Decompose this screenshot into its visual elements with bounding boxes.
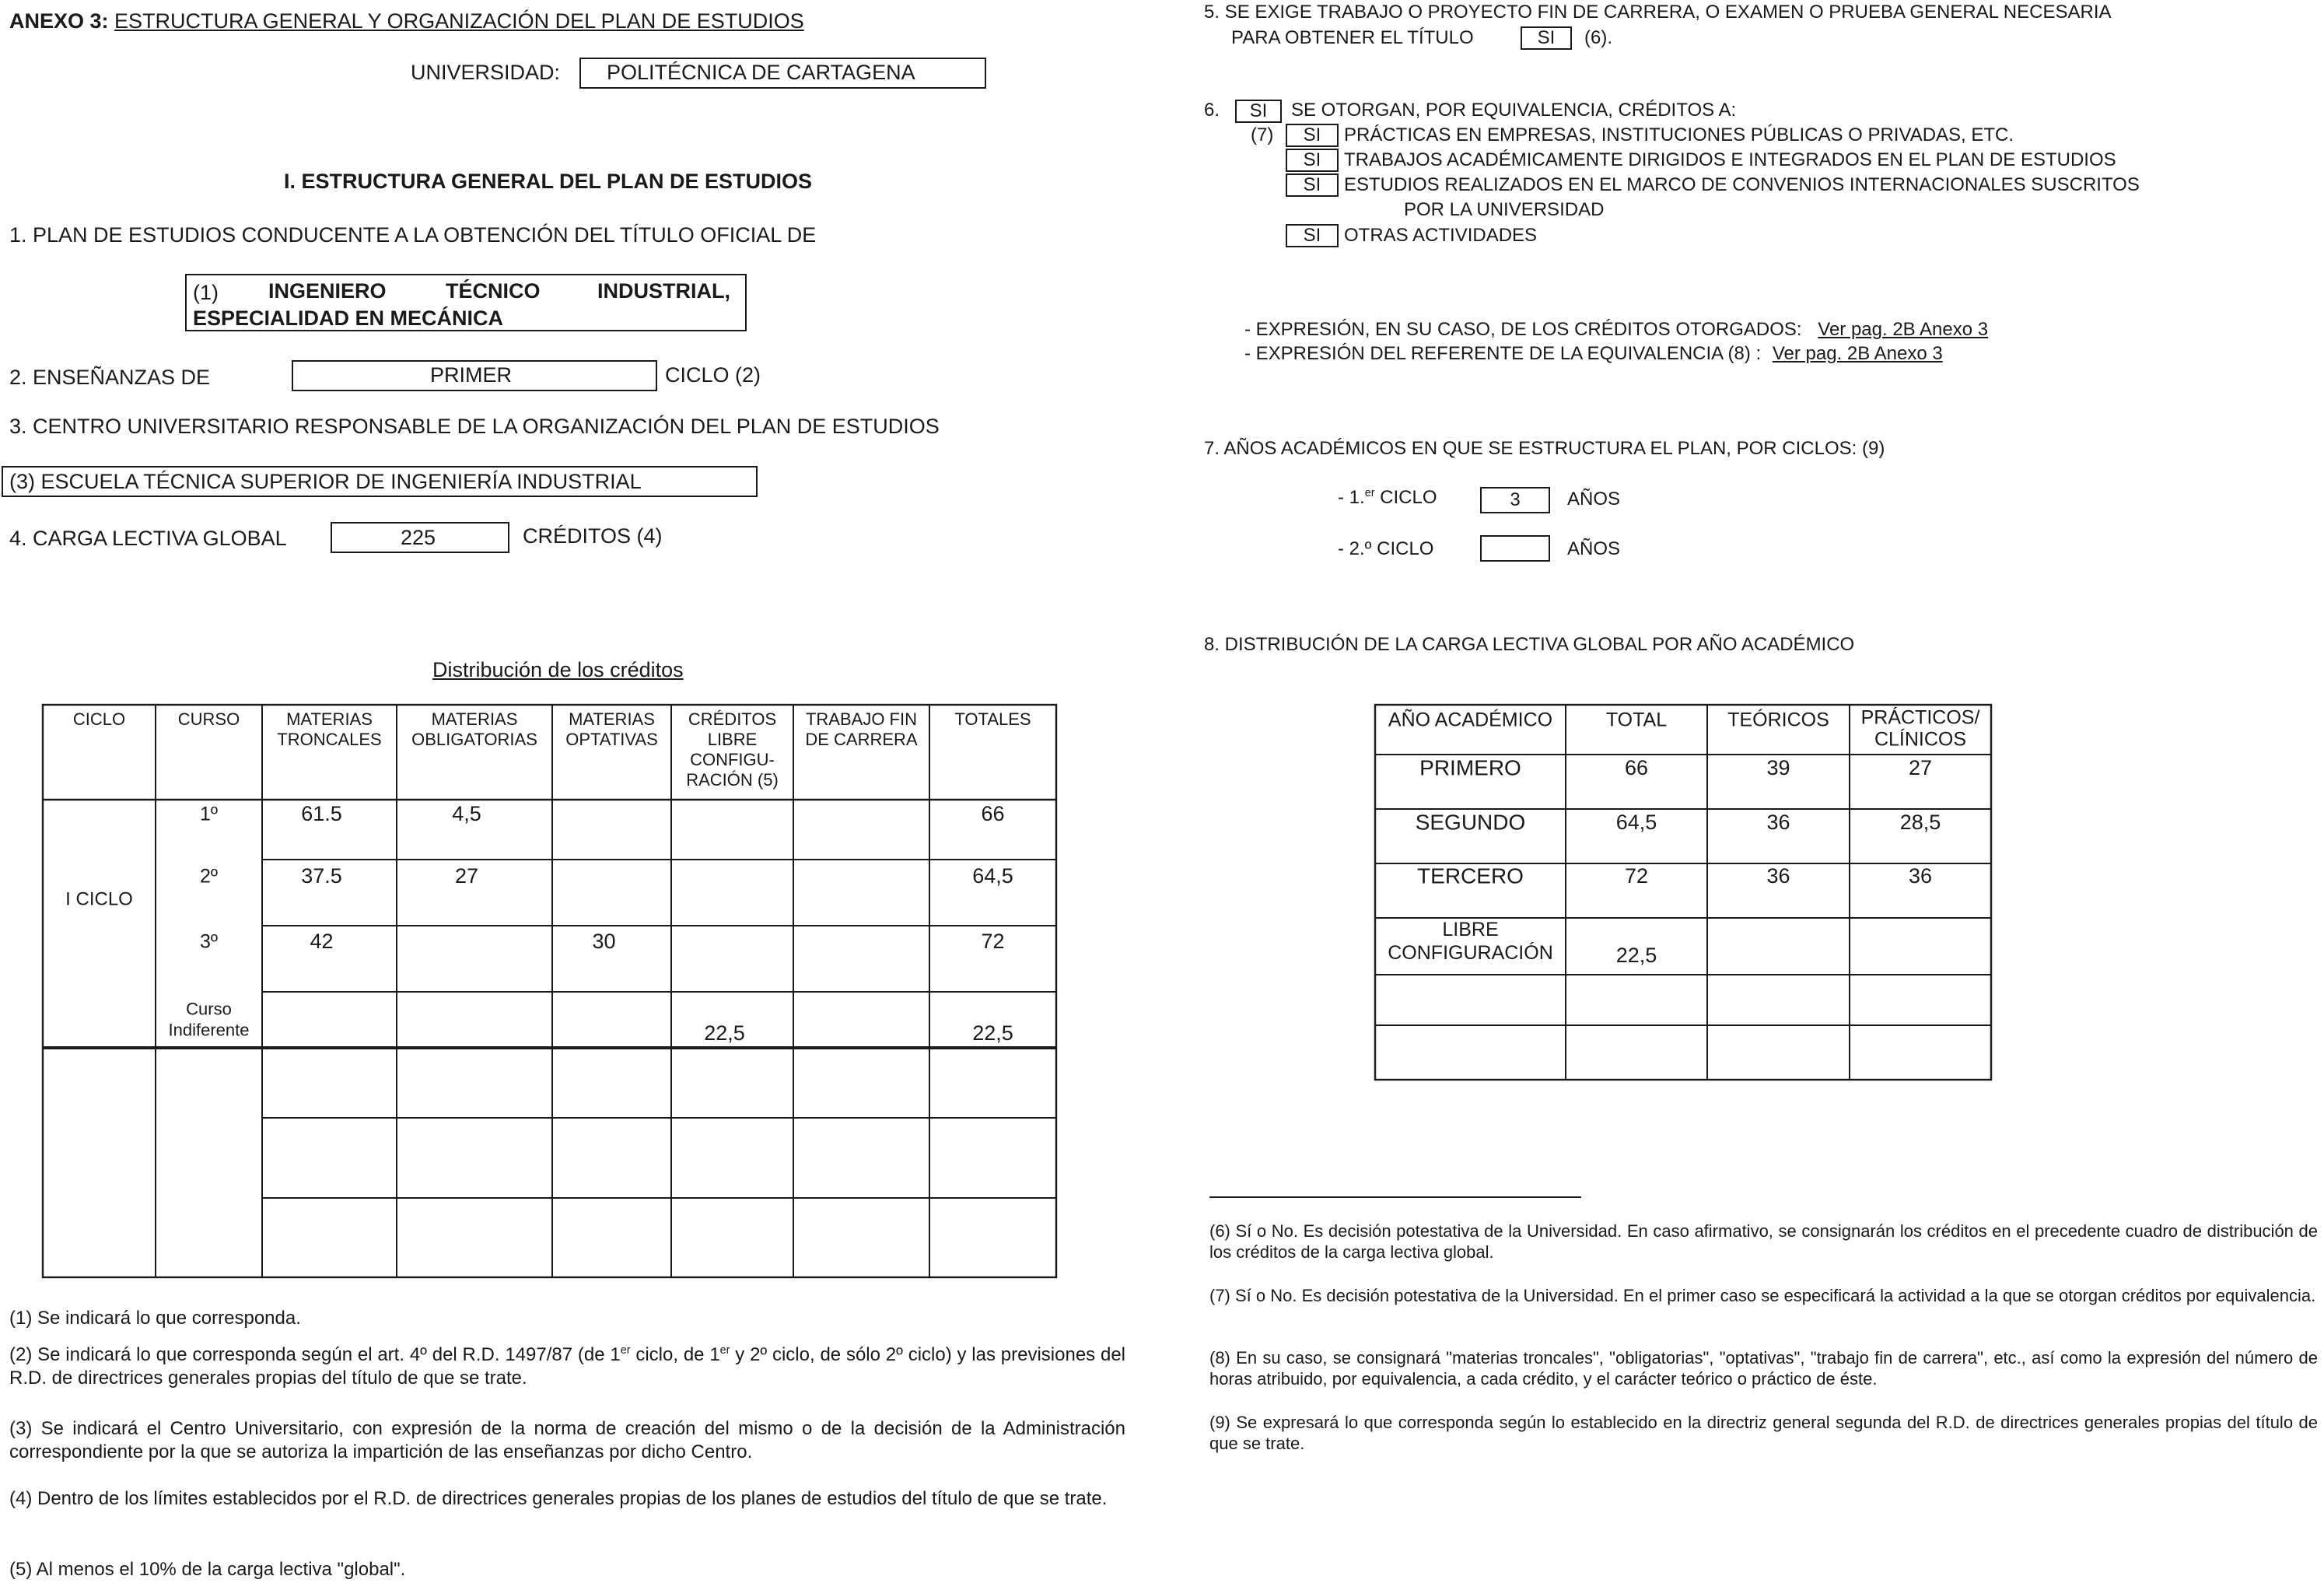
- table-header-cell: CONFIGU-: [690, 749, 775, 769]
- item5-ref: (6).: [1584, 27, 1612, 48]
- footnote-7: (7) Sí o No. Es decisión potestativa de la Universidad. En el primer caso se especificará la actividad a la que se otorgan créditos por equivalencia.: [1209, 1286, 2316, 1305]
- year-cell: CONFIGURACIÓN: [1388, 942, 1553, 965]
- table-header-cell: TOTALES: [954, 709, 1031, 729]
- item6-opt3-value: SI: [1286, 173, 1339, 197]
- expression-reference-label: - EXPRESIÓN DEL REFERENTE DE LA EQUIVALENCIA (8) :: [1244, 343, 1762, 364]
- table-header-cell: CLÍNICOS: [1874, 728, 1967, 751]
- table-header-cell: OBLIGATORIAS: [411, 729, 537, 749]
- footnote-9: (9) Se expresará lo que corresponda según lo establecido en la directriz general segunda del R.D. de directrices generales propias del título de que se trate.: [1209, 1413, 2318, 1453]
- cycle2-unit: AÑOS: [1567, 538, 1621, 559]
- annex-label: ANEXO 3:: [9, 9, 109, 33]
- item6-opt4-label: OTRAS ACTIVIDADES: [1344, 225, 1538, 246]
- cycle1-unit: AÑOS: [1567, 489, 1621, 510]
- footnote-3: (3) Se indicará el Centro Universitario, con expresión de la norma de creación del mismo o de la decisión de la Administración correspondiente por la que se autoriza la impartición de las enseñanzas por dicho Centro.: [9, 1418, 1125, 1462]
- table-header-cell: TRABAJO FIN: [805, 709, 918, 729]
- load-value-cell: 22,5: [1615, 944, 1657, 968]
- degree-specialty: ESPECIALIDAD EN MECÁNICA: [193, 306, 504, 330]
- cycle1-post: CICLO: [1374, 487, 1437, 508]
- item4-suffix: CRÉDITOS (4): [523, 524, 663, 548]
- load-value-cell: 39: [1766, 756, 1790, 780]
- credit-value-cell: 42: [310, 930, 334, 954]
- table-header-cell: MATERIAS: [569, 709, 655, 729]
- distribution-title: Distribución de los créditos: [432, 658, 684, 681]
- item5-line1: 5. SE EXIGE TRABAJO O PROYECTO FIN DE CARRERA, O EXAMEN O PRUEBA GENERAL NECESARIA: [1204, 2, 2112, 23]
- item6-number: 6.: [1204, 100, 1220, 121]
- item6-opt1-value: SI: [1286, 124, 1339, 147]
- item6-opt2-label: TRABAJOS ACADÉMICAMENTE DIRIGIDOS E INTEGRADOS EN EL PLAN DE ESTUDIOS: [1344, 149, 2116, 170]
- item4-label: 4. CARGA LECTIVA GLOBAL: [9, 527, 287, 550]
- cycle1-pre: - 1.: [1338, 487, 1365, 508]
- item1-text: 1. PLAN DE ESTUDIOS CONDUCENTE A LA OBTENCIÓN DEL TÍTULO OFICIAL DE: [9, 223, 817, 247]
- table-header-cell: TOTAL: [1605, 709, 1668, 731]
- footnote-5: (5) Al menos el 10% de la carga lectiva "global".: [9, 1559, 406, 1580]
- item6-value: SI: [1235, 100, 1282, 123]
- course-cell: 3º: [199, 930, 219, 953]
- footnote-2-sup1: er: [620, 1344, 631, 1357]
- item7-text: 7. AÑOS ACADÉMICOS EN QUE SE ESTRUCTURA EL PLAN, POR CICLOS: (9): [1204, 438, 1885, 459]
- table-header-cell: MATERIAS: [286, 709, 373, 729]
- center-value: (3) ESCUELA TÉCNICA SUPERIOR DE INGENIERÍA INDUSTRIAL: [9, 470, 642, 493]
- table-header-cell: DE CARRERA: [805, 729, 918, 749]
- footnote-2-sup2: er: [719, 1344, 730, 1357]
- item1-word-2: TÉCNICO: [446, 279, 541, 303]
- year-cell: PRIMERO: [1419, 755, 1521, 780]
- item6-opt1-label: PRÁCTICAS EN EMPRESAS, INSTITUCIONES PÚBLICAS O PRIVADAS, ETC.: [1344, 124, 2014, 145]
- credit-value-cell: 22,5: [704, 1021, 745, 1045]
- table-header-cell: TRONCALES: [277, 729, 382, 749]
- footnote-6: (6) Sí o No. Es decisión potestativa de la Universidad. En caso afirmativo, se consignarán los créditos en el precedente cuadro de distribución de los créditos de la carga lectiva global.: [1209, 1221, 2318, 1262]
- table-header-cell: RACIÓN (5): [686, 769, 779, 790]
- credit-value-cell: 37.5: [301, 864, 342, 888]
- cycle2-label: - 2.º CICLO: [1338, 538, 1434, 559]
- footnote-4: (4) Dentro de los límites establecidos por el R.D. de directrices generales propias de los planes de estudios del título de que se trate.: [9, 1488, 1108, 1509]
- year-cell: TERCERO: [1417, 863, 1524, 888]
- item1-word-1: INGENIERO: [268, 279, 387, 303]
- item8-text: 8. DISTRIBUCIÓN DE LA CARGA LECTIVA GLOBAL POR AÑO ACADÉMICO: [1204, 634, 1855, 655]
- course-cell: Curso: [186, 999, 232, 1019]
- load-value-cell: 72: [1624, 864, 1649, 888]
- expression-reference-value: Ver pag. 2B Anexo 3: [1772, 343, 1943, 364]
- item6-opt4-value: SI: [1286, 224, 1339, 247]
- cycle-label-cell: I CICLO: [65, 888, 133, 910]
- item5-line2: PARA OBTENER EL TÍTULO: [1231, 27, 1474, 48]
- table-header-cell: PRÁCTICOS/: [1860, 706, 1980, 729]
- annex-title: ESTRUCTURA GENERAL Y ORGANIZACIÓN DEL PLAN DE ESTUDIOS: [114, 9, 804, 33]
- credit-value-cell: 27: [454, 864, 479, 888]
- item6-opt3-label: ESTUDIOS REALIZADOS EN EL MARCO DE CONVENIOS INTERNACIONALES SUSCRITOS: [1344, 174, 2140, 195]
- footnote-2-b: ciclo, de 1: [630, 1344, 720, 1365]
- load-value-cell: 28,5: [1899, 811, 1941, 835]
- course-cell: 2º: [199, 865, 219, 888]
- load-value-cell: 36: [1766, 811, 1790, 835]
- load-value-cell: 27: [1908, 756, 1933, 780]
- expression-credits-label: - EXPRESIÓN, EN SU CASO, DE LOS CRÉDITOS OTORGADOS:: [1244, 319, 1802, 340]
- credits-value: 225: [401, 526, 436, 549]
- load-value-cell: 64,5: [1615, 811, 1657, 835]
- credit-value-cell: 61.5: [301, 802, 342, 826]
- course-cell: Indiferente: [168, 1020, 250, 1040]
- cycle-value: PRIMER: [430, 363, 513, 387]
- item3-text: 3. CENTRO UNIVERSITARIO RESPONSABLE DE LA ORGANIZACIÓN DEL PLAN DE ESTUDIOS: [9, 415, 940, 438]
- credit-value-cell: 66: [981, 802, 1005, 826]
- item1-word-3: INDUSTRIAL,: [597, 279, 730, 303]
- university-label: UNIVERSIDAD:: [411, 61, 561, 84]
- footnote-separator: [1209, 1196, 1581, 1198]
- credit-value-cell: 4,5: [452, 802, 481, 826]
- course-cell: 1º: [199, 803, 219, 825]
- item2-suffix: CICLO (2): [665, 363, 761, 387]
- load-value-cell: 36: [1908, 864, 1933, 888]
- university-value: POLITÉCNICA DE CARTAGENA: [607, 61, 915, 84]
- table-header-cell: MATERIAS: [431, 709, 518, 729]
- footnote-1: (1) Se indicará lo que corresponda.: [9, 1308, 301, 1329]
- item6-opt2-value: SI: [1286, 149, 1339, 172]
- year-cell: LIBRE: [1442, 919, 1499, 941]
- item6-opt3-continuation: POR LA UNIVERSIDAD: [1404, 199, 1605, 220]
- load-value-cell: 66: [1624, 756, 1649, 780]
- year-cell: SEGUNDO: [1415, 810, 1526, 835]
- cycle1-years-value: 3: [1480, 487, 1550, 513]
- item5-value: SI: [1521, 26, 1572, 50]
- table-header-cell: TEÓRICOS: [1727, 709, 1829, 731]
- table-header-cell: CURSO: [177, 709, 240, 729]
- table-header-cell: LIBRE: [707, 729, 758, 749]
- item1-ref: (1): [193, 281, 219, 304]
- item6-text: SE OTORGAN, POR EQUIVALENCIA, CRÉDITOS A:: [1291, 100, 1737, 121]
- table-header-cell: CICLO: [72, 709, 126, 729]
- table-header-cell: AÑO ACADÉMICO: [1388, 709, 1553, 731]
- expression-credits-value: Ver pag. 2B Anexo 3: [1818, 319, 1989, 340]
- credit-value-cell: 22,5: [972, 1021, 1013, 1045]
- footnote-2-c: y 2º ciclo, de sólo 2º ciclo) y las previsiones del R.D. de directrices generales propias del título de que se trate.: [9, 1344, 1125, 1389]
- credit-value-cell: 72: [981, 930, 1005, 954]
- load-value-cell: 36: [1766, 864, 1790, 888]
- credit-value-cell: 64,5: [972, 864, 1013, 888]
- footnote-2-a: (2) Se indicará lo que corresponda según el art. 4º del R.D. 1497/87 (de 1: [9, 1344, 621, 1365]
- table-header-cell: CRÉDITOS: [688, 709, 777, 729]
- footnote-2: [9, 1343, 1125, 1390]
- footnote-8: (8) En su caso, se consignará "materias troncales", "obligatorias", "optativas", "trabajo fin de carrera", etc., así como la expresión del número de horas atribuido, por equivalencia, a cada crédito, y el carácter teórico o práctico de éste.: [1209, 1348, 2318, 1389]
- item6-ref: (7): [1251, 124, 1274, 145]
- cycle1-sup: er: [1364, 487, 1375, 499]
- item2-label: 2. ENSEÑANZAS DE: [9, 366, 211, 389]
- table-header-cell: OPTATIVAS: [565, 729, 658, 749]
- credit-value-cell: 30: [592, 930, 616, 954]
- section-title: I. ESTRUCTURA GENERAL DEL PLAN DE ESTUDIOS: [284, 170, 813, 193]
